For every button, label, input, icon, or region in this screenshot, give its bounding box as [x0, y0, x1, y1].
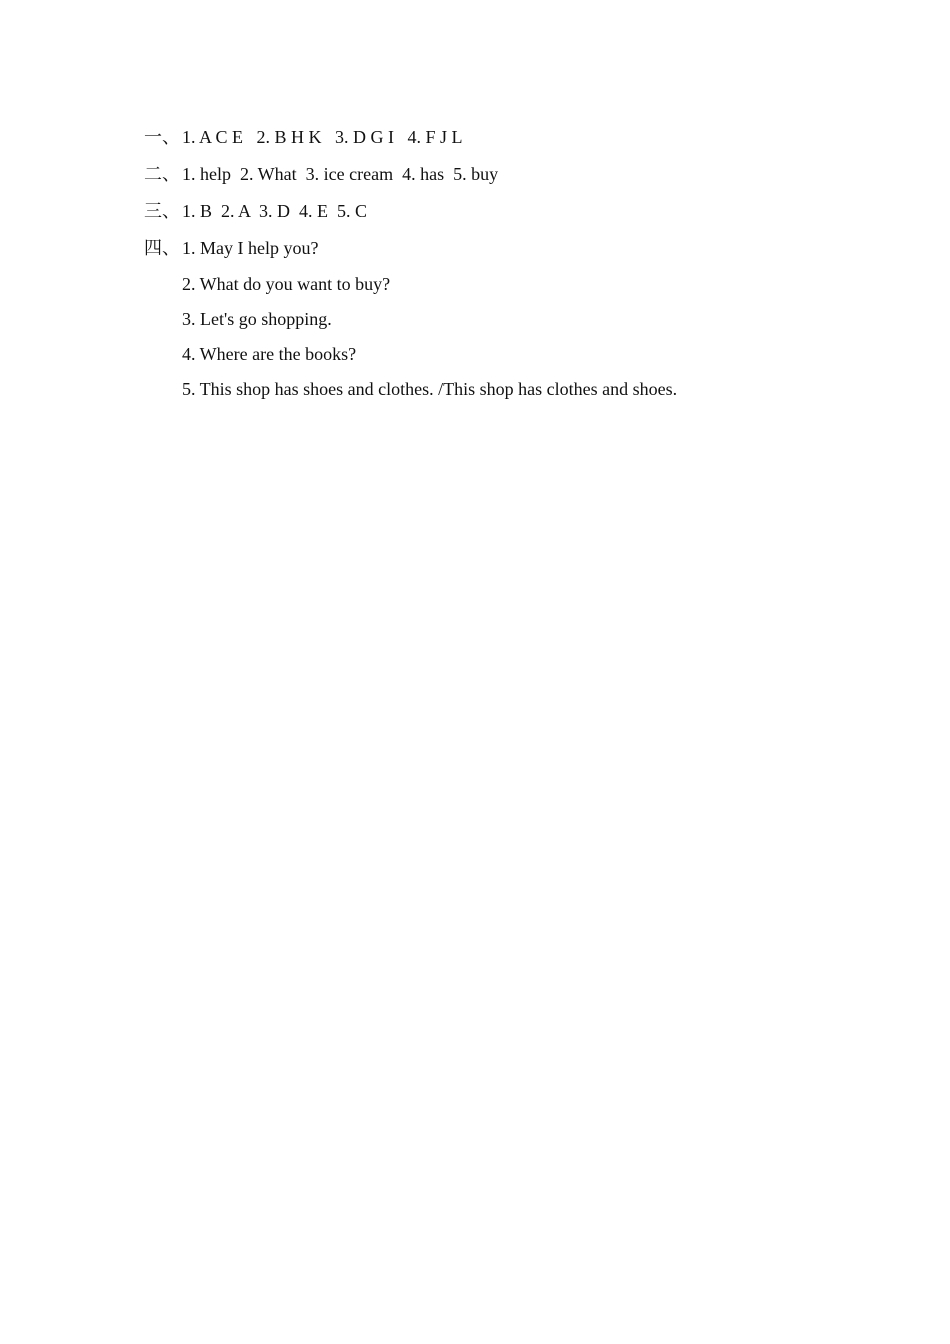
answer-text: 1. help 2. What 3. ice cream 4. has 5. buy — [182, 164, 499, 184]
answer-text: 1. May I help you? — [182, 238, 319, 258]
answer-section-4 — [144, 236, 318, 260]
answer-text: 1. B 2. A 3. D 4. E 5. C — [182, 201, 368, 221]
section-number: 二、 — [144, 164, 180, 184]
answer-section-1 — [144, 125, 463, 149]
answer-line: 3. Let's go shopping. — [182, 309, 332, 329]
answer-section-2 — [144, 162, 498, 186]
answer-line: 2. What do you want to buy? — [182, 274, 391, 294]
section-number: 四、 — [144, 238, 180, 258]
answer-line: 5. This shop has shoes and clothes. /This shop has clothes and shoes. — [182, 379, 678, 399]
section-number: 三、 — [144, 201, 180, 221]
answer-line: 4. Where are the books? — [182, 344, 357, 364]
section-number: 一、 — [144, 127, 180, 147]
answer-section-3 — [144, 199, 367, 223]
answer-text: 1. A C E 2. B H K 3. D G I 4. F J L — [182, 127, 463, 147]
